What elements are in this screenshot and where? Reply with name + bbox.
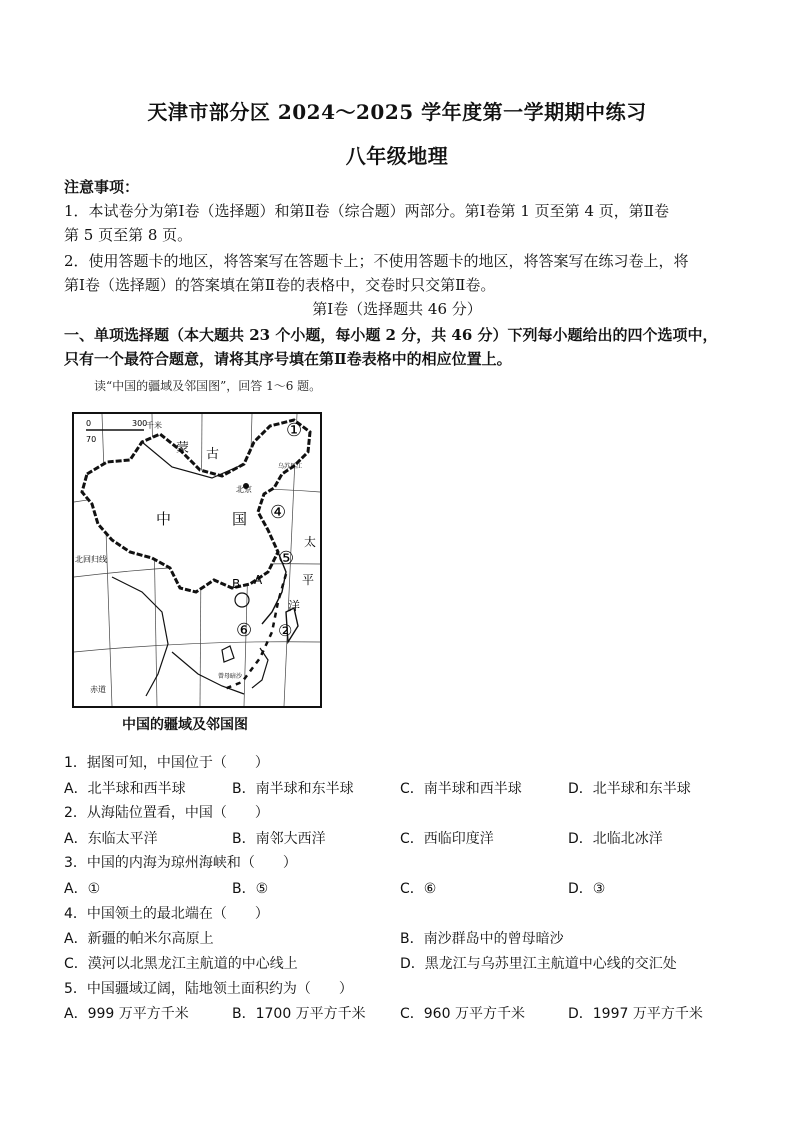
notes-item-1-line-1: 1．本试卷分为第Ⅰ卷（选择题）和第Ⅱ卷（综合题）两部分。第Ⅰ卷第 1 页至第 4 页，第Ⅱ卷 [64, 202, 669, 220]
question-5-stem: 5．中国疆域辽阔，陆地领土面积约为（ ） [64, 981, 353, 997]
question-3-option-a: A．① [64, 881, 101, 897]
label-mongolia-1: 蒙 [176, 441, 190, 456]
label-ocean-1: 太 [304, 535, 317, 549]
marker-1: ① [286, 420, 303, 441]
question-4-stem: 4．中国领土的最北端在（ ） [64, 906, 269, 922]
label-beijing: 北京 [236, 485, 252, 494]
question-3-option-c: C．⑥ [400, 881, 437, 897]
label-mongolia-2: 古 [206, 447, 220, 462]
label-wusuli: 乌苏里江 [278, 463, 303, 470]
label-zengmu: 曾母暗沙 [218, 673, 243, 680]
question-2-stem: 2．从海陆位置看，中国（ ） [64, 805, 269, 821]
section-instruction-line-1: 一、单项选择题（本大题共 23 个小题，每小题 2 分，共 46 分）下列每小题给出的四个选项中， [64, 326, 718, 344]
label-ocean-3: 洋 [288, 599, 301, 613]
question-3-option-b: B．⑤ [232, 881, 269, 897]
scale-unit: 千米 [146, 421, 162, 430]
question-4-option-a: A．新疆的帕米尔高原上 [64, 931, 214, 947]
question-3-stem: 3．中国的内海为琼州海峡和（ ） [64, 855, 297, 871]
question-2-option-c: C．西临印度洋 [400, 831, 494, 847]
china-territory-map [72, 412, 322, 708]
question-1-option-d: D．北半球和东半球 [568, 781, 691, 797]
marker-5: ⑤ [278, 548, 295, 569]
marker-2: ② [278, 621, 293, 640]
read-prompt: 读“中国的疆域及邻国图”，回答 1～6 题。 [94, 379, 322, 393]
label-b: B [232, 577, 241, 591]
section-instruction-line-2: 只有一个最符合题意，请将其序号填在第Ⅱ卷表格中的相应位置上。 [64, 350, 512, 368]
scale-300: 300 [132, 419, 148, 428]
label-a: A [254, 573, 263, 587]
question-4-option-b: B．南沙群岛中的曾母暗沙 [400, 931, 564, 947]
section-heading: 第Ⅰ卷（选择题共 46 分） [312, 300, 482, 318]
question-3-option-d: D．③ [568, 881, 606, 897]
marker-6: ⑥ [236, 620, 253, 641]
scale-0: 0 [86, 419, 92, 428]
map-svg [72, 412, 322, 708]
question-1-stem: 1．据图可知，中国位于（ ） [64, 755, 269, 771]
question-2-option-a: A．东临太平洋 [64, 831, 158, 847]
question-4-option-d: D．黑龙江与乌苏里江主航道中心线的交汇处 [400, 956, 677, 972]
label-tropic: 北回归线 [75, 555, 107, 564]
notes-item-2-line-2: 第Ⅰ卷（选择题）的答案填在第Ⅱ卷的表格中，交卷时只交第Ⅱ卷。 [64, 276, 496, 294]
map-caption: 中国的疆域及邻国图 [122, 717, 248, 733]
label-china-2: 国 [232, 510, 248, 528]
question-5-option-d: D．1997 万平方千米 [568, 1006, 703, 1022]
label-ocean-2: 平 [302, 573, 315, 587]
label-equator: 赤道 [90, 685, 106, 694]
question-5-option-a: A．999 万平方千米 [64, 1006, 189, 1022]
question-2-option-b: B．南邻大西洋 [232, 831, 326, 847]
notes-item-1-line-2: 第 5 页至第 8 页。 [64, 226, 193, 244]
exam-subtitle: 八年级地理 [345, 144, 449, 168]
label-china-1: 中 [156, 510, 172, 528]
notes-item-2-line-1: 2．使用答题卡的地区，将答案写在答题卡上；不使用答题卡的地区，将答案写在练习卷上，将 [64, 252, 689, 270]
question-5-option-b: B．1700 万平方千米 [232, 1006, 366, 1022]
notes-heading: 注意事项： [64, 178, 140, 196]
question-4-option-c: C．漠河以北黑龙江主航道的中心线上 [64, 956, 298, 972]
question-1-option-a: A．北半球和西半球 [64, 781, 186, 797]
question-5-option-c: C．960 万平方千米 [400, 1006, 525, 1022]
scale-70: 70 [86, 435, 97, 444]
marker-4: ④ [270, 502, 287, 523]
question-2-option-d: D．北临北冰洋 [568, 831, 663, 847]
question-1-option-b: B．南半球和东半球 [232, 781, 354, 797]
question-1-option-c: C．南半球和西半球 [400, 781, 522, 797]
exam-title: 天津市部分区 2024～2025 学年度第一学期期中练习 [147, 100, 647, 124]
